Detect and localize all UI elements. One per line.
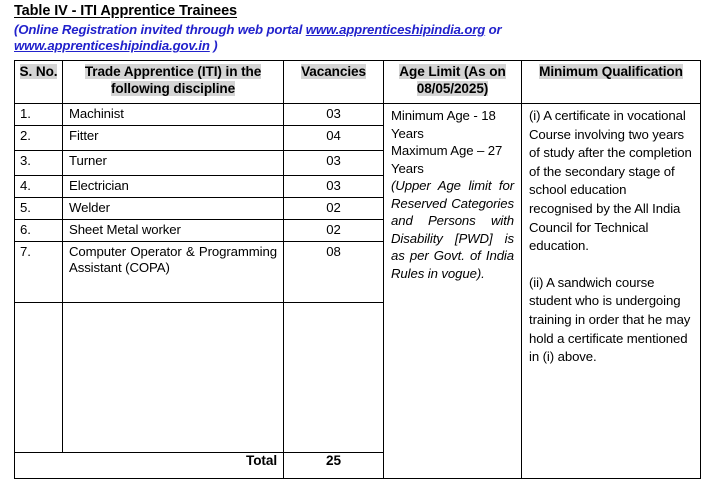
registration-note-prefix: (Online Registration invited through web portal: [14, 22, 306, 37]
apprentice-trainees-table-wrapper: [14, 60, 700, 479]
registration-note-suffix: ): [209, 38, 218, 53]
table-body: [15, 104, 701, 479]
registration-note: [14, 22, 654, 54]
column-header-qualification-label: Minimum Qualification: [539, 64, 683, 79]
row-sno: 1.: [20, 106, 31, 121]
row-trade: Electrician: [69, 178, 129, 193]
apprenticeship-gov-link[interactable]: www.apprenticeshipindia.gov.in: [14, 38, 210, 53]
apprentice-trainees-table: [14, 60, 701, 479]
table-row: [15, 104, 701, 126]
row-vacancies: 03: [326, 178, 341, 193]
row-sno: 3.: [20, 153, 31, 168]
column-header-qualification: [522, 61, 701, 104]
row-trade: Machinist: [69, 106, 124, 121]
registration-note-conjunction: or: [485, 22, 502, 37]
age-limit-note: (Upper Age limit for Reserved Categories and Persons with Disability [PWD] is as per Govt. of India Rules in vogue).: [391, 178, 514, 281]
row-vacancies: 02: [326, 200, 341, 215]
row-vacancies: 03: [326, 153, 341, 168]
qualification-cell: [522, 104, 701, 479]
table-header: [15, 61, 701, 104]
row-trade: Turner: [69, 153, 107, 168]
column-header-sno-label: S. No.: [19, 64, 58, 79]
column-header-trade: [63, 61, 284, 104]
empty-cell-vacancies: [284, 303, 384, 453]
column-header-trade-label: Trade Apprentice (ITI) in the following discipline: [84, 64, 262, 96]
row-trade: Sheet Metal worker: [69, 222, 181, 237]
age-limit-line2: Maximum Age – 27 Years: [391, 143, 503, 176]
qualification-para-2: (ii) A sandwich course student who is undergoing training in order that he may hold a certificate mentioned in (i) above.: [529, 274, 691, 365]
total-value-cell: [284, 453, 384, 479]
page-title: Table IV - ITI Apprentice Trainees: [14, 3, 238, 19]
column-header-sno: [15, 61, 63, 104]
heading-block: [0, 0, 711, 54]
apprenticeship-org-link[interactable]: www.apprenticeshipindia.org: [305, 22, 486, 37]
row-vacancies: 03: [326, 106, 341, 121]
column-header-age-limit-label: Age Limit (As on 08/05/2025): [399, 64, 506, 96]
row-sno: 4.: [20, 178, 31, 193]
row-trade: Welder: [69, 200, 110, 215]
row-trade: Fitter: [69, 128, 99, 143]
empty-cell-sno: [15, 303, 63, 453]
row-sno: 7.: [20, 244, 31, 259]
qualification-paragraph-gap: [529, 256, 693, 274]
row-trade: Computer Operator & Programming Assistant (COPA): [69, 244, 277, 275]
total-value: 25: [326, 453, 341, 468]
total-label: Total: [246, 453, 277, 468]
table-header-row: [15, 61, 701, 104]
column-header-age-limit: [384, 61, 522, 104]
row-sno: 2.: [20, 128, 31, 143]
row-sno: 6.: [20, 222, 31, 237]
row-sno: 5.: [20, 200, 31, 215]
age-limit-line1: Minimum Age - 18 Years: [391, 108, 496, 141]
row-vacancies: 04: [326, 128, 341, 143]
empty-cell-trade: [63, 303, 284, 453]
column-header-vacancies-label: Vacancies: [301, 64, 366, 79]
qualification-para-1: (i) A certificate in vocational Course involving two years of study after the completion of the secondary stage of school education recognised by the All India Council for Technical education.: [529, 108, 692, 254]
row-vacancies: 08: [326, 244, 341, 259]
column-header-vacancies: [284, 61, 384, 104]
total-label-cell: [15, 453, 284, 479]
row-vacancies: 02: [326, 222, 341, 237]
age-limit-cell: [384, 104, 522, 479]
